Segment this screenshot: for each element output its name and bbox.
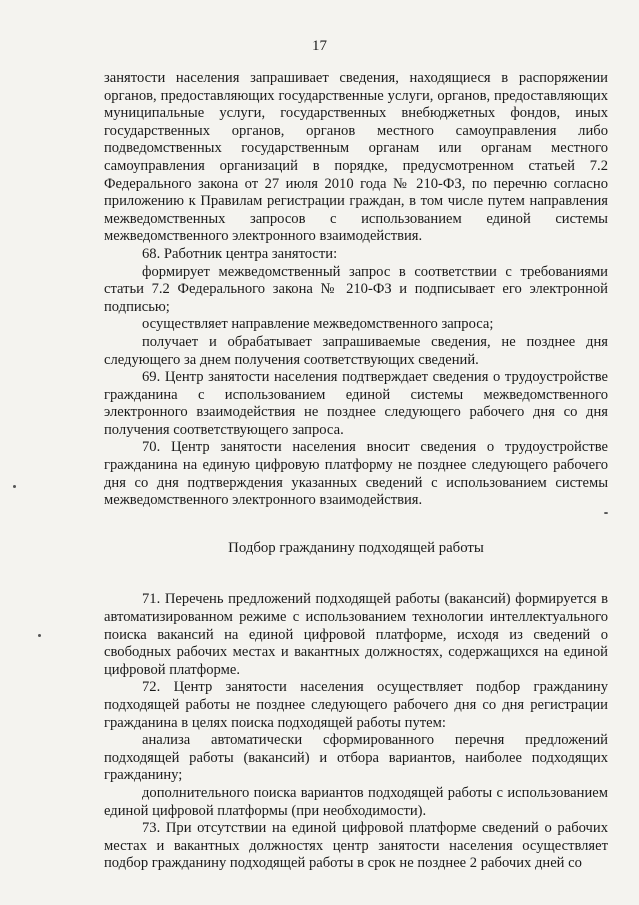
- paragraph: получает и обрабатывает запрашиваемые сведения, не позднее дня следующего за днем получения соответствующих сведений.: [104, 333, 608, 368]
- paragraph: осуществляет направление межведомственного запроса;: [142, 316, 494, 333]
- paragraphs-before-heading: [104, 70, 608, 510]
- paragraph: 73. При отсутствии на единой цифровой платформе сведений о рабочих местах и вакантных должностях центр занятости населения осуществляет подбор гражданину подходящей работы в срок не позднее 2 рабочих дней со: [104, 820, 608, 872]
- paragraph: анализа автоматически сформированного перечня предложений подходящей работы (вакансий) и отбора вариантов, наиболее подходящих гражданину;: [104, 732, 608, 784]
- section-heading: Подбор гражданину подходящей работы: [228, 539, 484, 556]
- paragraph: 72. Центр занятости населения осуществляет подбор гражданину подходящей работы не позднее следующего рабочего дня со дня регистрации гражданина в целях поиска подходящей работы путем:: [104, 679, 608, 731]
- paragraph: 69. Центр занятости населения подтверждает сведения о трудоустройстве гражданина с использованием единой системы межведомственного электронного взаимодействия не позднее следующего рабочего дня со дня получения соответствующего запроса.: [104, 369, 608, 438]
- scan-speck: [38, 634, 41, 637]
- paragraphs-after-heading: [104, 591, 608, 873]
- paragraph: 68. Работник центра занятости:: [142, 245, 338, 262]
- paragraph: 71. Перечень предложений подходящей работы (вакансий) формируется в автоматизированном режиме с использованием технологии интеллектуального поиска вакансий на единой цифровой платформе, исходя из сведений о свободных рабочих местах и вакантных должностях, содержащихся на единой цифровой платформе.: [104, 591, 608, 678]
- page-number: 17: [312, 38, 327, 54]
- paragraph: дополнительного поиска вариантов подходящей работы с использованием единой цифровой платформы (при необходимости).: [104, 784, 608, 819]
- scan-speck: [13, 485, 16, 488]
- paragraph: формирует межведомственный запрос в соответствии с требованиями статьи 7.2 Федерального закона № 210-ФЗ и подписывает его электронной подписью;: [104, 263, 608, 315]
- scan-speck: [604, 512, 608, 514]
- paragraph: 70. Центр занятости населения вносит сведения о трудоустройстве гражданина на единую цифровую платформу не позднее следующего рабочего дня со дня подтверждения указанных сведений с использованием системы межведомственного электронного взаимодействия.: [104, 439, 608, 509]
- paragraph: занятости населения запрашивает сведения, находящиеся в распоряжении органов, предоставляющих государственные услуги, органов, предоставляющих муниципальные услуги, государственных внебюджетных фондов, иных государственных органов, органов местного самоуправления либо подведомственных государственным органам или органам местного самоуправления организаций в порядке, предусмотренном статьей 7.2 Федерального закона от 27 июля 2010 года № 210-ФЗ, по перечню согласно приложению к Правилам регистрации граждан, в том числе путем направления межведомственных запросов с использованием единой системы межведомственного электронного взаимодействия.: [104, 70, 608, 245]
- document-body: [104, 70, 608, 873]
